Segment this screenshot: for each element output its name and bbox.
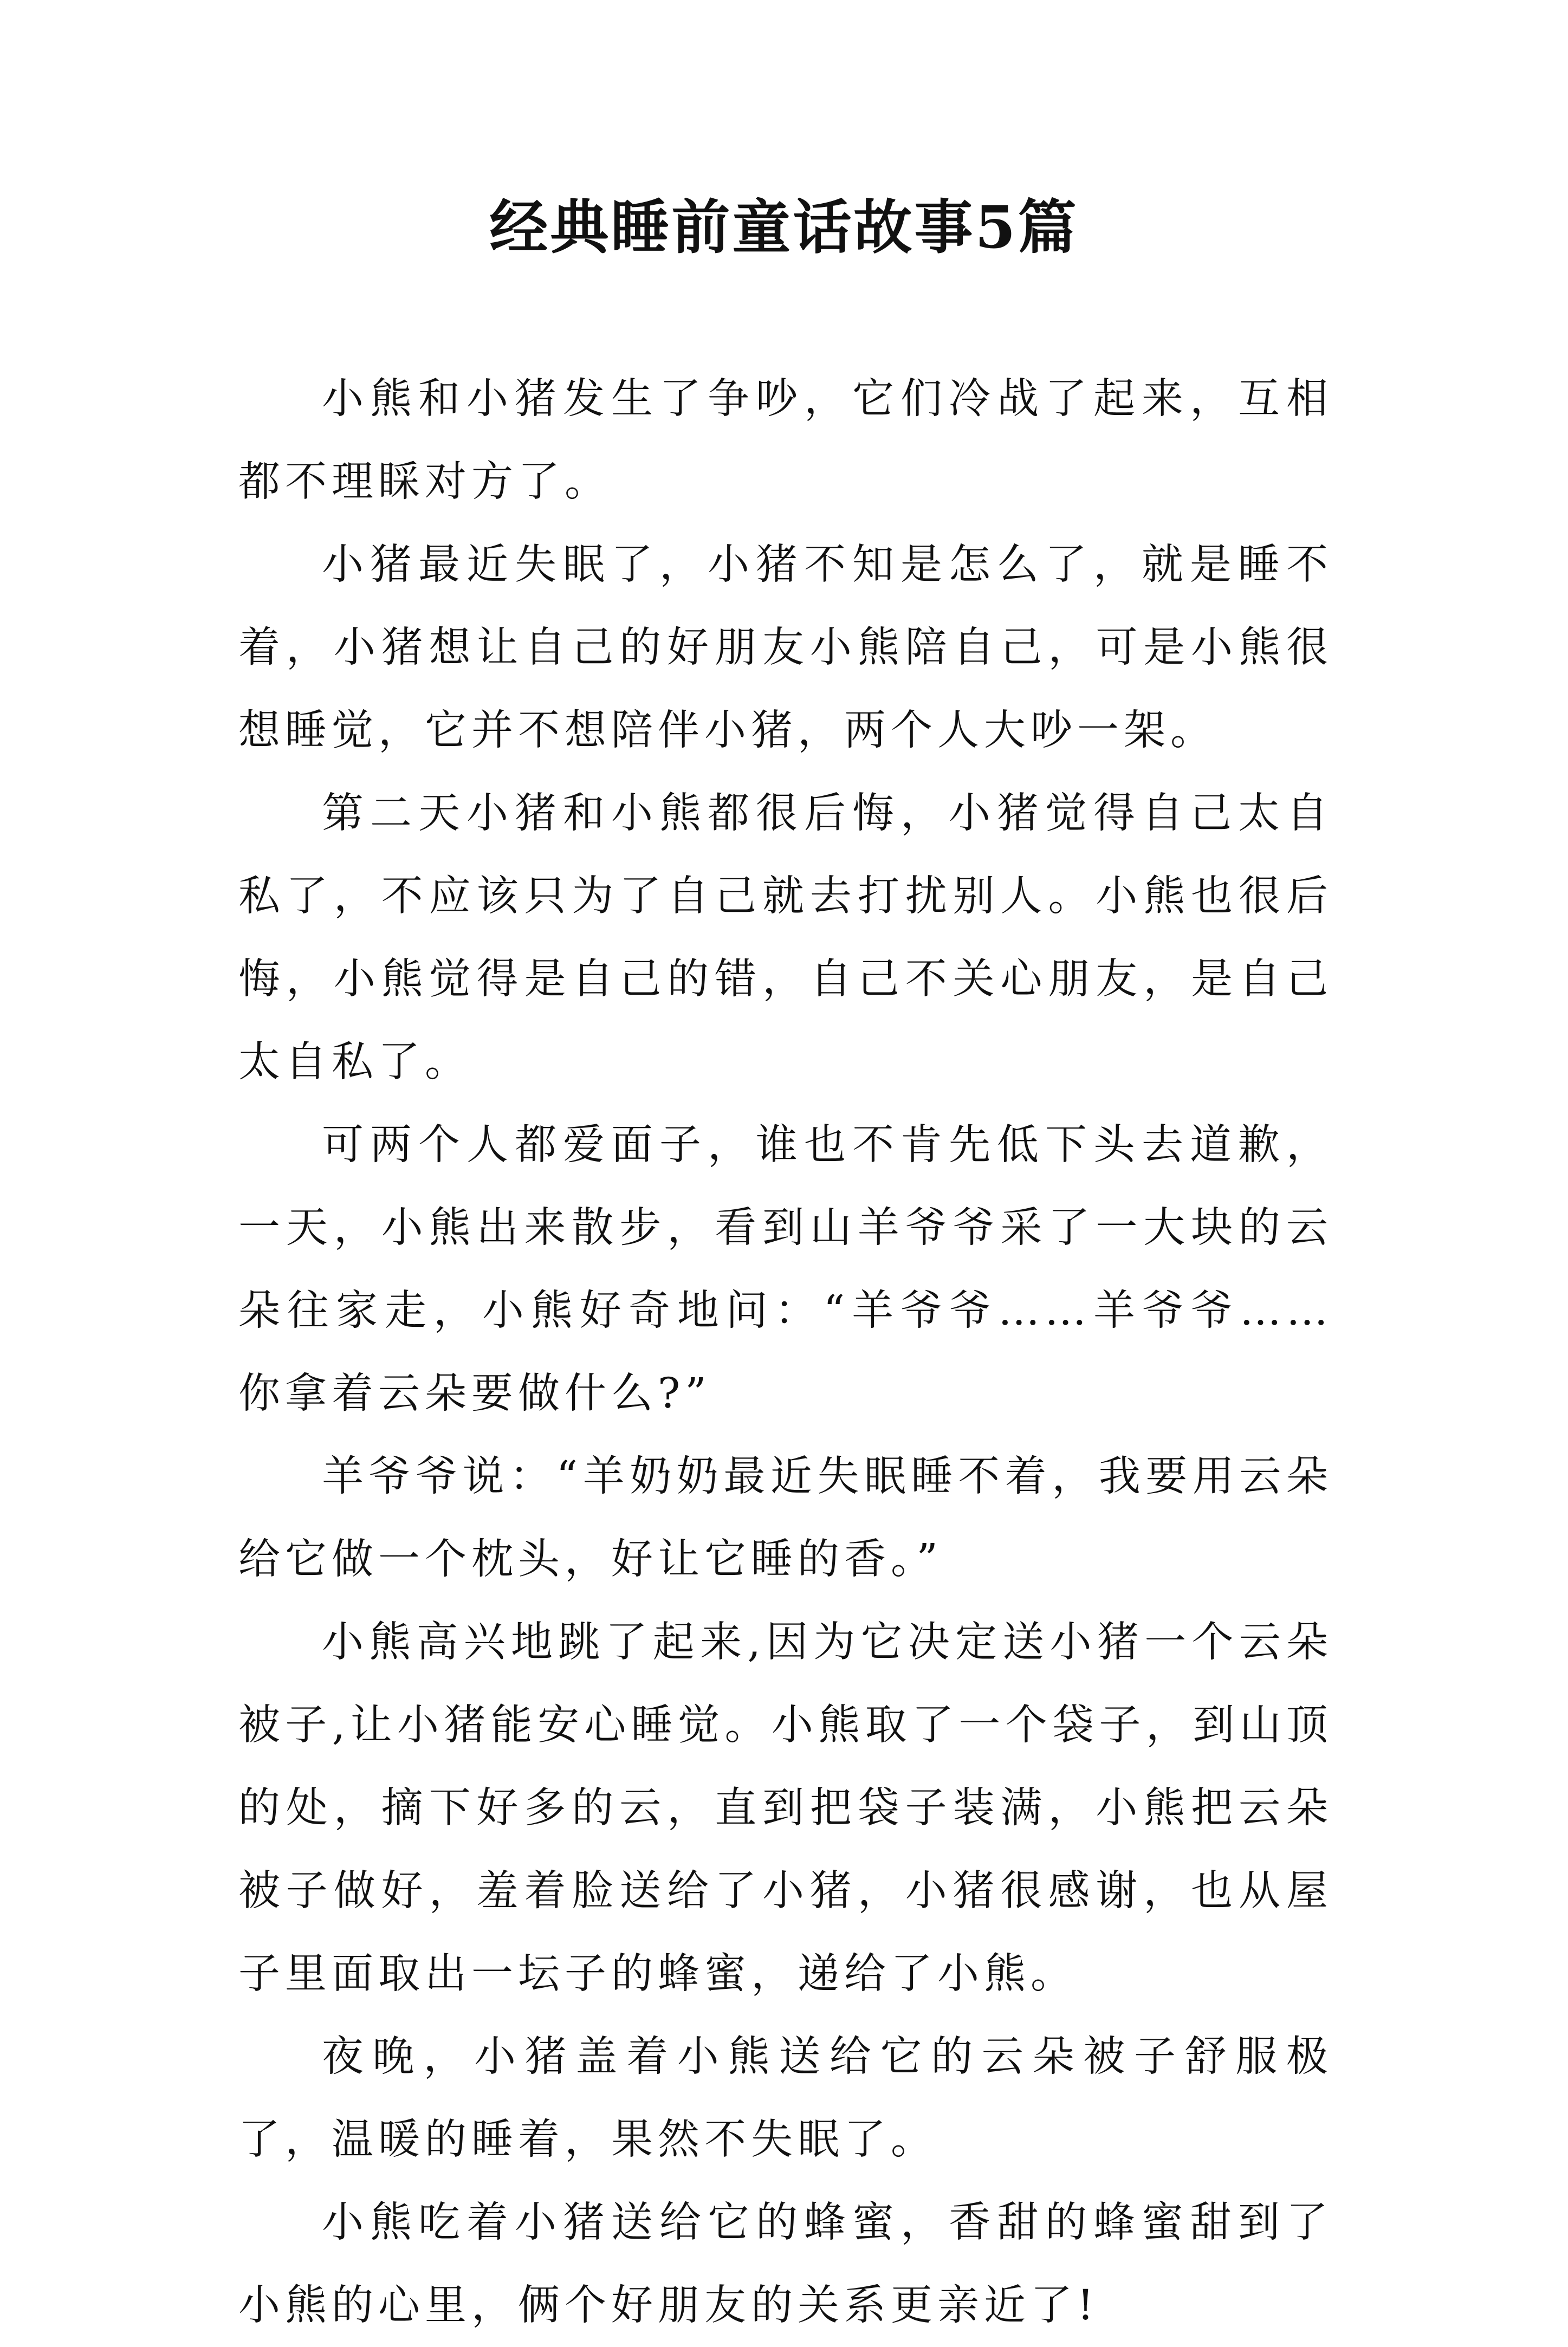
paragraph-6: 小熊高兴地跳了起来,因为它决定送小猪一个云朵被子,让小猪能安心睡觉。小熊取了一个袋子，到山顶的处，摘下好多的云，直到把袋子装满，小熊把云朵被子做好，羞着脸送给了小猪，小猪很感谢，也从屋子里面取出一坛子的蜂蜜，递给了小熊。 — [238, 1618, 1333, 1998]
paragraph-2: 小猪最近失眠了，小猪不知是怎么了，就是睡不着，小猪想让自己的好朋友小熊陪自己，可是小熊很想睡觉，它并不想陪伴小猪，两个人大吵一架。 — [238, 541, 1333, 755]
page-title: 经典睡前童话故事5篇 — [489, 193, 1079, 262]
paragraph-3: 第二天小猪和小熊都很后悔，小猪觉得自己太自私了，不应该只为了自己就去打扰别人。小熊也很后悔，小熊觉得是自己的错，自己不关心朋友，是自己太自私了。 — [238, 789, 1333, 1086]
paragraph-4: 可两个人都爱面子，谁也不肯先低下头去道歉，一天，小熊出来散步，看到山羊爷爷采了一大块的云朵往家走，小熊好奇地问：“羊爷爷……羊爷爷……你拿着云朵要做什么?” — [238, 1121, 1333, 1418]
paragraph-8: 小熊吃着小猪送给它的蜂蜜，香甜的蜂蜜甜到了小熊的心里，俩个好朋友的关系更亲近了! — [238, 2199, 1333, 2330]
paragraph-5: 羊爷爷说：“羊奶奶最近失眠睡不着，我要用云朵给它做一个枕头，好让它睡的香。” — [238, 1453, 1333, 1584]
paragraph-7: 夜晚，小猪盖着小熊送给它的云朵被子舒服极了，温暖的睡着，果然不失眠了。 — [238, 2033, 1333, 2164]
paragraph-1: 小熊和小猪发生了争吵，它们冷战了起来，互相都不理睬对方了。 — [238, 375, 1333, 506]
story-body — [238, 358, 1333, 2347]
